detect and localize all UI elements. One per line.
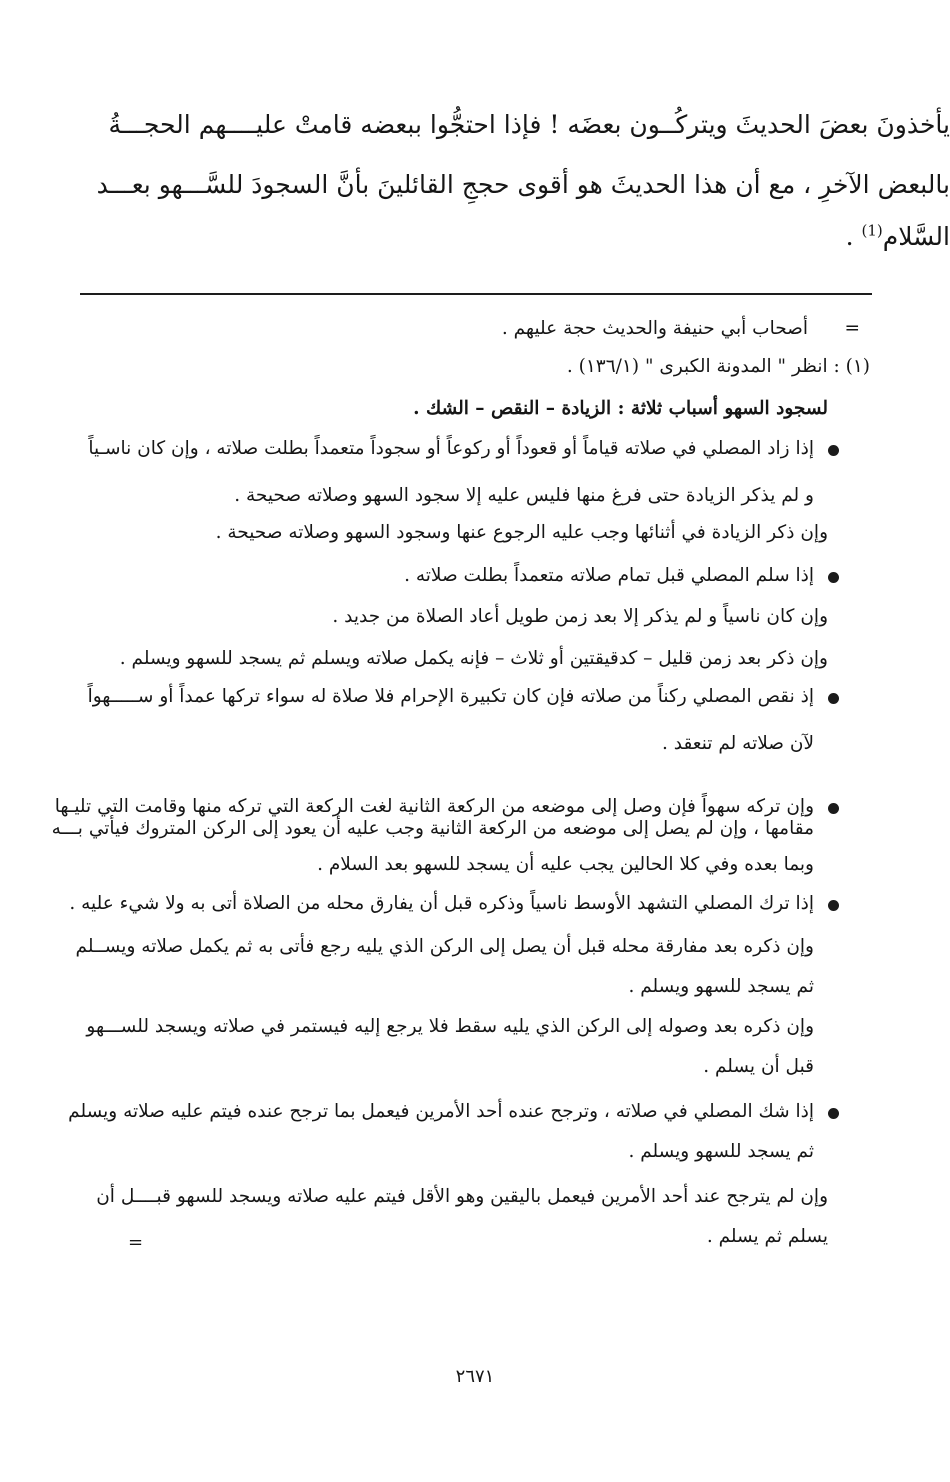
footnote-separator <box>80 293 872 295</box>
body-line: إذ نقص المصلي ركناً من صلاته فإن كان تكبيرة الإحرام فلا صلاة له سواء تركها عمداً أو ســـــهواً <box>87 686 814 707</box>
body-line: إذا ترك المصلي التشهد الأوسط ناسياً وذكره قبل أن يفارق محله من الصلاة أتى به ولا شيء عليه . <box>69 893 814 914</box>
continued-mark: = <box>128 1232 144 1253</box>
body-line: ثم يسجد للسهو ويسلم . <box>628 976 814 997</box>
body-line: و لم يذكر الزيادة حتى فرغ منها فليس عليه إلا سجود السهو وصلاته صحيحة . <box>234 485 814 506</box>
paragraph-line-2: بالبعض الآخرِ ، مع أن هذا الحديثَ هو أقوى حججِ القائلينَ بأنَّ السجودَ للسَّـــهو بعـــد <box>96 170 950 199</box>
footnote-ref-1[interactable]: (1) <box>861 221 883 240</box>
bullet-icon <box>828 693 839 704</box>
body-line: وإن ذكر بعد زمن قليل – كدقيقتين أو ثلاث – فإنه يكمل صلاته ويسلم ثم يسجد للسهو ويسلم . <box>119 648 828 669</box>
body-line: وإن لم يترجح عند أحد الأمرين فيعمل باليقين وهو الأقل فيتم عليه صلاته ويسجد للسهو قبــــل أن <box>96 1186 828 1207</box>
footnote-1: (١) : انظر " المدونة الكبرى " (١٣٦/١) . <box>566 356 870 377</box>
bullet-icon <box>828 572 839 583</box>
body-line: لآن صلاته لم تنعقد . <box>661 733 814 754</box>
body-line: وإن ذكره بعد مفارقة محله قبل أن يصل إلى الركن الذي يليه رجع فأتى به ثم يكمل صلاته ويســلم <box>75 936 814 957</box>
body-line: وبما بعده وفي كلا الحالين يجب عليه أن يسجد للسهو بعد السلام . <box>317 854 814 875</box>
body-line: وإن تركه سهواً فإن وصل إلى موضعه من الركعة الثانية لغت الركعة التي تركه منها وقامت التي تليـها <box>54 796 814 817</box>
bullet-icon <box>828 900 839 911</box>
page-number: ٢٦٧١ <box>455 1366 495 1387</box>
body-line: إذا زاد المصلي في صلاته قياماً أو قعوداً أو ركوعاً أو سجوداً متعمداً بطلت صلاته ، وإن كان ناسـياً <box>88 438 814 459</box>
bullet-icon <box>828 1108 839 1119</box>
body-line: وإن ذكره بعد وصوله إلى الركن الذي يليه سقط فلا يرجع إليه فيستمر في صلاته ويسجد للســـهو <box>86 1016 814 1037</box>
paragraph-line-3 <box>846 222 950 252</box>
paragraph-line-3-text: السَّلام <box>882 222 950 251</box>
body-line: يسلم ثم يسلم . <box>706 1226 828 1247</box>
footnote-continuation: أصحاب أبي حنيفة والحديث حجة عليهم . <box>501 318 808 339</box>
section-heading: لسجود السهو أسباب ثلاثة : الزيادة – النقص – الشك . <box>413 398 828 419</box>
paragraph-line-1: يأخذونَ بعضَ الحديثَ ويتركُــون بعضَه ! فإذا احتجُّوا ببعضه قامتْ عليــــهم الحجـــةُ <box>108 110 950 139</box>
body-line: إذا سلم المصلي قبل تمام صلاته متعمداً بطلت صلاته . <box>404 565 814 586</box>
bullet-icon <box>828 803 839 814</box>
body-line: ثم يسجد للسهو ويسلم . <box>628 1141 814 1162</box>
body-line: وإن كان ناسياً و لم يذكر إلا بعد زمن طويل أعاد الصلاة من جديد . <box>332 606 828 627</box>
paragraph-line-3-end: . <box>845 222 862 251</box>
body-line: مقامها ، وإن لم يصل إلى موضعه من الركعة الثانية وجب عليه أن يعود إلى الركن المتروك فيأتي بـــه <box>51 818 814 839</box>
body-line: قبل أن يسلم . <box>703 1056 814 1077</box>
bullet-icon <box>828 445 839 456</box>
footnote-continuation-mark: = <box>844 318 860 339</box>
body-line: وإن ذكر الزيادة في أثنائها وجب عليه الرجوع عنها وسجود السهو وصلاته صحيحة . <box>215 522 828 543</box>
body-line: إذا شك المصلي في صلاته ، وترجح عنده أحد الأمرين فيعمل بما ترجح عنده فيتم عليه صلاته ويسلم <box>68 1101 814 1122</box>
